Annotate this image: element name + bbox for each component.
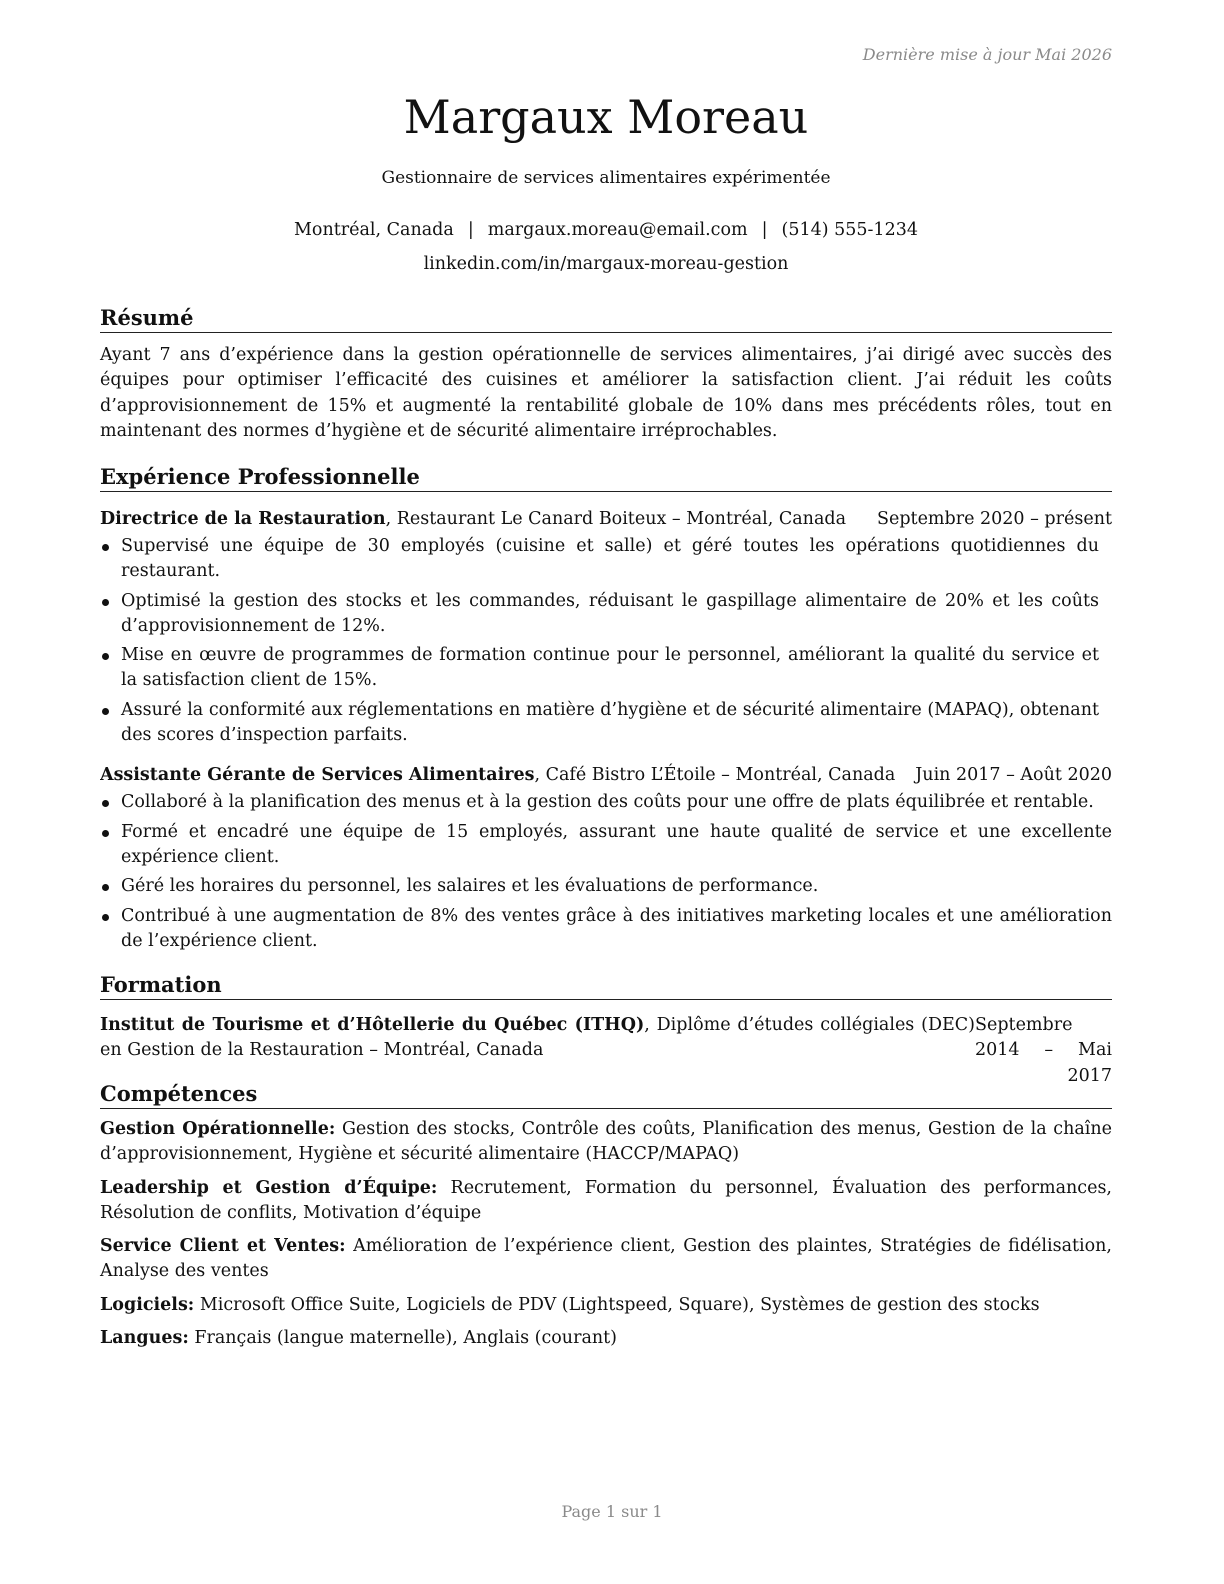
skill-label: Service Client et Ventes: [100, 1236, 346, 1257]
contact-separator: | [467, 220, 474, 240]
list-item: Supervisé une équipe de 30 employés (cuisine et salle) et géré toutes les opérations quotidiennes du restaurant. [100, 534, 1099, 585]
skill-value: Français (langue maternelle), Anglais (courant) [188, 1328, 618, 1349]
skill-value: Amélioration de l’expérience client, Gestion des plaintes, Stratégies de fidélisation, Analyse des ventes [100, 1236, 1112, 1282]
linkedin-link[interactable]: linkedin.com/in/margaux-moreau-gestion [423, 254, 789, 274]
skill-value: Microsoft Office Suite, Logiciels de PDV (Lightspeed, Square), Systèmes de gestion des stocks [194, 1294, 1040, 1315]
skill-row [100, 1234, 1112, 1285]
contact-email[interactable]: margaux.moreau@email.com [487, 220, 748, 240]
candidate-subtitle: Gestionnaire de services alimentaires expérimentée [381, 168, 831, 188]
education-entry [100, 1013, 1112, 1089]
job-dates: Septembre 2020 – présent [877, 509, 1112, 529]
education-school: Institut de Tourisme et d’Hôtellerie du Québec (ITHQ) [100, 1015, 645, 1035]
skill-label: Leadership et Gestion d’Équipe: [100, 1177, 438, 1198]
skill-row [100, 1176, 1112, 1227]
job-role: Assistante Gérante de Services Alimentaires [100, 765, 535, 786]
list-item: Contribué à une augmentation de 8% des ventes grâce à des initiatives marketing locales et une amélioration de l’expérience client. [100, 904, 1112, 955]
job-header [100, 507, 1112, 532]
contact-separator: | [761, 220, 768, 240]
job-bullets [100, 790, 1112, 954]
resume-page [100, 0, 1112, 1584]
skill-row [100, 1293, 1112, 1318]
education-degree: , Diplôme d’études collégiales (DEC) en Gestion de la Restauration – Montréal, Canada [100, 1015, 975, 1061]
experience-heading: Expérience Professionnelle [100, 463, 1112, 492]
skills-section [100, 1080, 1112, 1351]
job-company: , Café Bistro L’Étoile – Montréal, Canada [534, 765, 896, 786]
summary-text: Ayant 7 ans d’expérience dans la gestion opérationnelle de services alimentaires, j’ai dirigé avec succès des équipes pour optimiser l’efficacité des cuisines et améliorer la satisfaction client. J’ai réduit les coûts d’approvisionnement de 15% et augmenté la rentabilité globale de 10% dans mes précédents rôles, tout en maintenant des normes d’hygiène et de sécurité alimentaire irréprochables. [100, 345, 1112, 441]
education-heading: Formation [100, 971, 1112, 1000]
skill-label: Logiciels: [100, 1294, 195, 1315]
list-item: Mise en œuvre de programmes de formation continue pour le personnel, améliorant la qualité du service et la satisfaction client de 15%. [100, 643, 1099, 694]
job-header [100, 763, 1112, 788]
skill-label: Gestion Opérationnelle: [100, 1119, 336, 1139]
skill-value: Gestion des stocks, Contrôle des coûts, Planification des menus, Gestion de la chaîne d’approvisionnement, Hygiène et sécurité alimentaire (HACCP/MAPAQ) [100, 1119, 1113, 1165]
skill-value: Recrutement, Formation du personnel, Évaluation des performances, Résolution de conflits, Motivation d’équipe [100, 1177, 1112, 1223]
skill-label: Langues: [100, 1328, 189, 1349]
list-item: Assuré la conformité aux réglementations en matière d’hygiène et de sécurité alimentaire (MAPAQ), obtenant des scores d’inspection parfaits. [100, 698, 1099, 749]
education-section [100, 971, 1112, 1089]
contact-line [100, 220, 1112, 240]
page-number: Page 1 sur 1 [561, 1502, 663, 1521]
contact-phone: (514) 555-1234 [781, 220, 918, 240]
job-entry [100, 507, 1112, 748]
skill-row [100, 1326, 1112, 1351]
job-dates: Juin 2017 – Août 2020 [915, 765, 1112, 786]
list-item: Formé et encadré une équipe de 15 employés, assurant une haute qualité de service et une excellente expérience client. [100, 820, 1112, 871]
education-dates: Septembre 2014 – Mai 2017 [975, 1015, 1112, 1086]
summary-heading: Résumé [100, 304, 1112, 333]
list-item: Géré les horaires du personnel, les salaires et les évaluations de performance. [100, 874, 1112, 899]
education-description [100, 1013, 975, 1089]
skills-heading: Compétences [100, 1080, 1112, 1109]
job-role: Directrice de la Restauration [100, 509, 386, 529]
contact-location: Montréal, Canada [294, 220, 454, 240]
summary-section [100, 304, 1112, 444]
experience-section [100, 463, 1112, 954]
job-entry [100, 763, 1112, 954]
last-updated: Dernière mise à jour Mai 2026 [862, 45, 1112, 64]
skill-row [100, 1117, 1112, 1168]
job-bullets [100, 534, 1099, 748]
list-item: Optimisé la gestion des stocks et les commandes, réduisant le gaspillage alimentaire de 20% et les coûts d’approvisionnement de 12%. [100, 589, 1099, 640]
job-company: , Restaurant Le Canard Boiteux – Montréal, Canada [385, 509, 847, 529]
list-item: Collaboré à la planification des menus et à la gestion des coûts pour une offre de plats équilibrée et rentable. [100, 790, 1112, 815]
candidate-name: Margaux Moreau [403, 90, 809, 144]
